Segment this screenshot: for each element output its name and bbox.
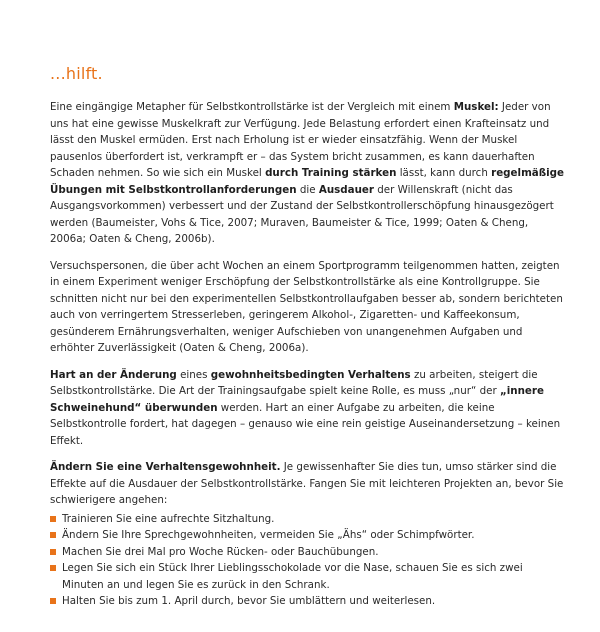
text-run: der Willenskraft (nicht das Ausgangsvorkommen) verbessert und der Zustand der Selbstkontrollerschöpfung hinausgezögert werden (Baumeister, Vohs & Tice, 2007; Muraven, Baumeister & Tice, 1999; Oaten & Cheng, 2006a; Oaten & Cheng, 2006b). — [50, 183, 554, 245]
list-item — [50, 511, 566, 528]
bullet-square-icon — [50, 598, 56, 604]
paragraph-muscle-metaphor — [50, 99, 566, 248]
text-run: die — [296, 183, 319, 196]
bold-term: Hart an der Änderung — [50, 368, 177, 381]
paragraph-habit-change — [50, 367, 566, 450]
list-item-text: Ändern Sie Ihre Sprechgewohnheiten, vermeiden Sie „Ähs“ oder Schimpfwörter. — [62, 529, 475, 541]
bold-term: Muskel: — [453, 101, 499, 113]
list-item-text: Halten Sie bis zum 1. April durch, bevor Sie umblättern und weiterlesen. — [62, 595, 436, 607]
bold-term: „innere Schweinehund“ überwunden — [50, 385, 544, 414]
bullet-square-icon — [50, 532, 56, 538]
bullet-square-icon — [50, 549, 56, 555]
list-item — [50, 544, 566, 561]
body-text — [50, 99, 566, 610]
list-item — [50, 593, 566, 610]
bold-term: Ändern Sie eine Verhaltensgewohnheit. — [50, 461, 281, 473]
exercise-list — [50, 511, 566, 610]
list-item-text: Trainieren Sie eine aufrechte Sitzhaltung. — [62, 512, 275, 525]
bold-term: regelmäßige Übungen mit Selbstkontrollanforderungen — [50, 167, 565, 196]
bullet-square-icon — [50, 565, 56, 571]
text-run: lässt, kann durch — [396, 167, 492, 179]
bullet-square-icon — [50, 516, 56, 522]
section-heading: ...hilft. — [50, 64, 103, 83]
text-run: Je gewissenhafter Sie dies tun, umso stärker sind die Effekte auf die Ausdauer der Selbstkontrollstärke. Fangen Sie mit leichteren Projekten an, bevor Sie schwierigere angehen: — [50, 461, 564, 506]
list-item-text: Legen Sie sich ein Stück Ihrer Lieblingsschokolade vor die Nase, schauen Sie es sich zwei Minuten an und legen Sie es zurück in den Schrank. — [62, 562, 523, 591]
list-item-text: Machen Sie drei Mal pro Woche Rücken- oder Bauchübungen. — [62, 545, 379, 558]
bold-term: durch Training stärken — [265, 167, 397, 179]
paragraph-experiment: Versuchspersonen, die über acht Wochen an einem Sportprogramm teilgenommen hatten, zeigten in einem Experiment weniger Erschöpfung der Selbstkontrollstärke als eine Kontrollgruppe. Sie schnitten nicht nur bei den experimentellen Selbstkontrollaufgaben besser ab, sondern berichteten auch von verringertem Stresserleben, geringerem Alkohol-, Zigaretten- und Kaffeekonsum, gesünderem Ernährungsverhalten, weniger Aufschieben von unangenehmen Aufgaben und erhöhter Zuverlässigkeit (Oaten & Cheng, 2006a). — [50, 259, 563, 354]
text-run: zu arbeiten, steigert die Selbstkontrollstärke. Die Art der Trainingsaufgabe spielt keine Rolle, es muss „nur“ der — [50, 368, 538, 397]
list-item — [50, 527, 566, 544]
bold-term: gewohnheitsbedingten Verhaltens — [210, 368, 411, 381]
text-run: Jeder von uns hat eine gewisse Muskelkraft zur Verfügung. Jede Belastung erfordert einen Krafteinsatz und lässt den Muskel ermüden. Erst nach Erholung ist er wieder einsatzfähig. Wenn der Muskel pausenlos überfordert ist, verkrampft er – das System bricht zusammen, es kann dauerhaften Schaden nehmen. So wie sich ein Muskel — [50, 101, 551, 179]
text-run: Eine eingängige Metapher für Selbstkontrollstärke ist der Vergleich mit einem — [50, 101, 454, 113]
bold-term: Ausdauer — [318, 183, 374, 196]
list-item — [50, 560, 566, 593]
paragraph-instruction — [50, 459, 566, 509]
text-run: werden. Hart an einer Aufgabe zu arbeiten, die keine Selbstkontrolle fordert, hat dagegen – genauso wie eine rein geistige Auseinandersetzung – keinen Effekt. — [50, 401, 561, 447]
text-run: eines — [176, 368, 211, 381]
